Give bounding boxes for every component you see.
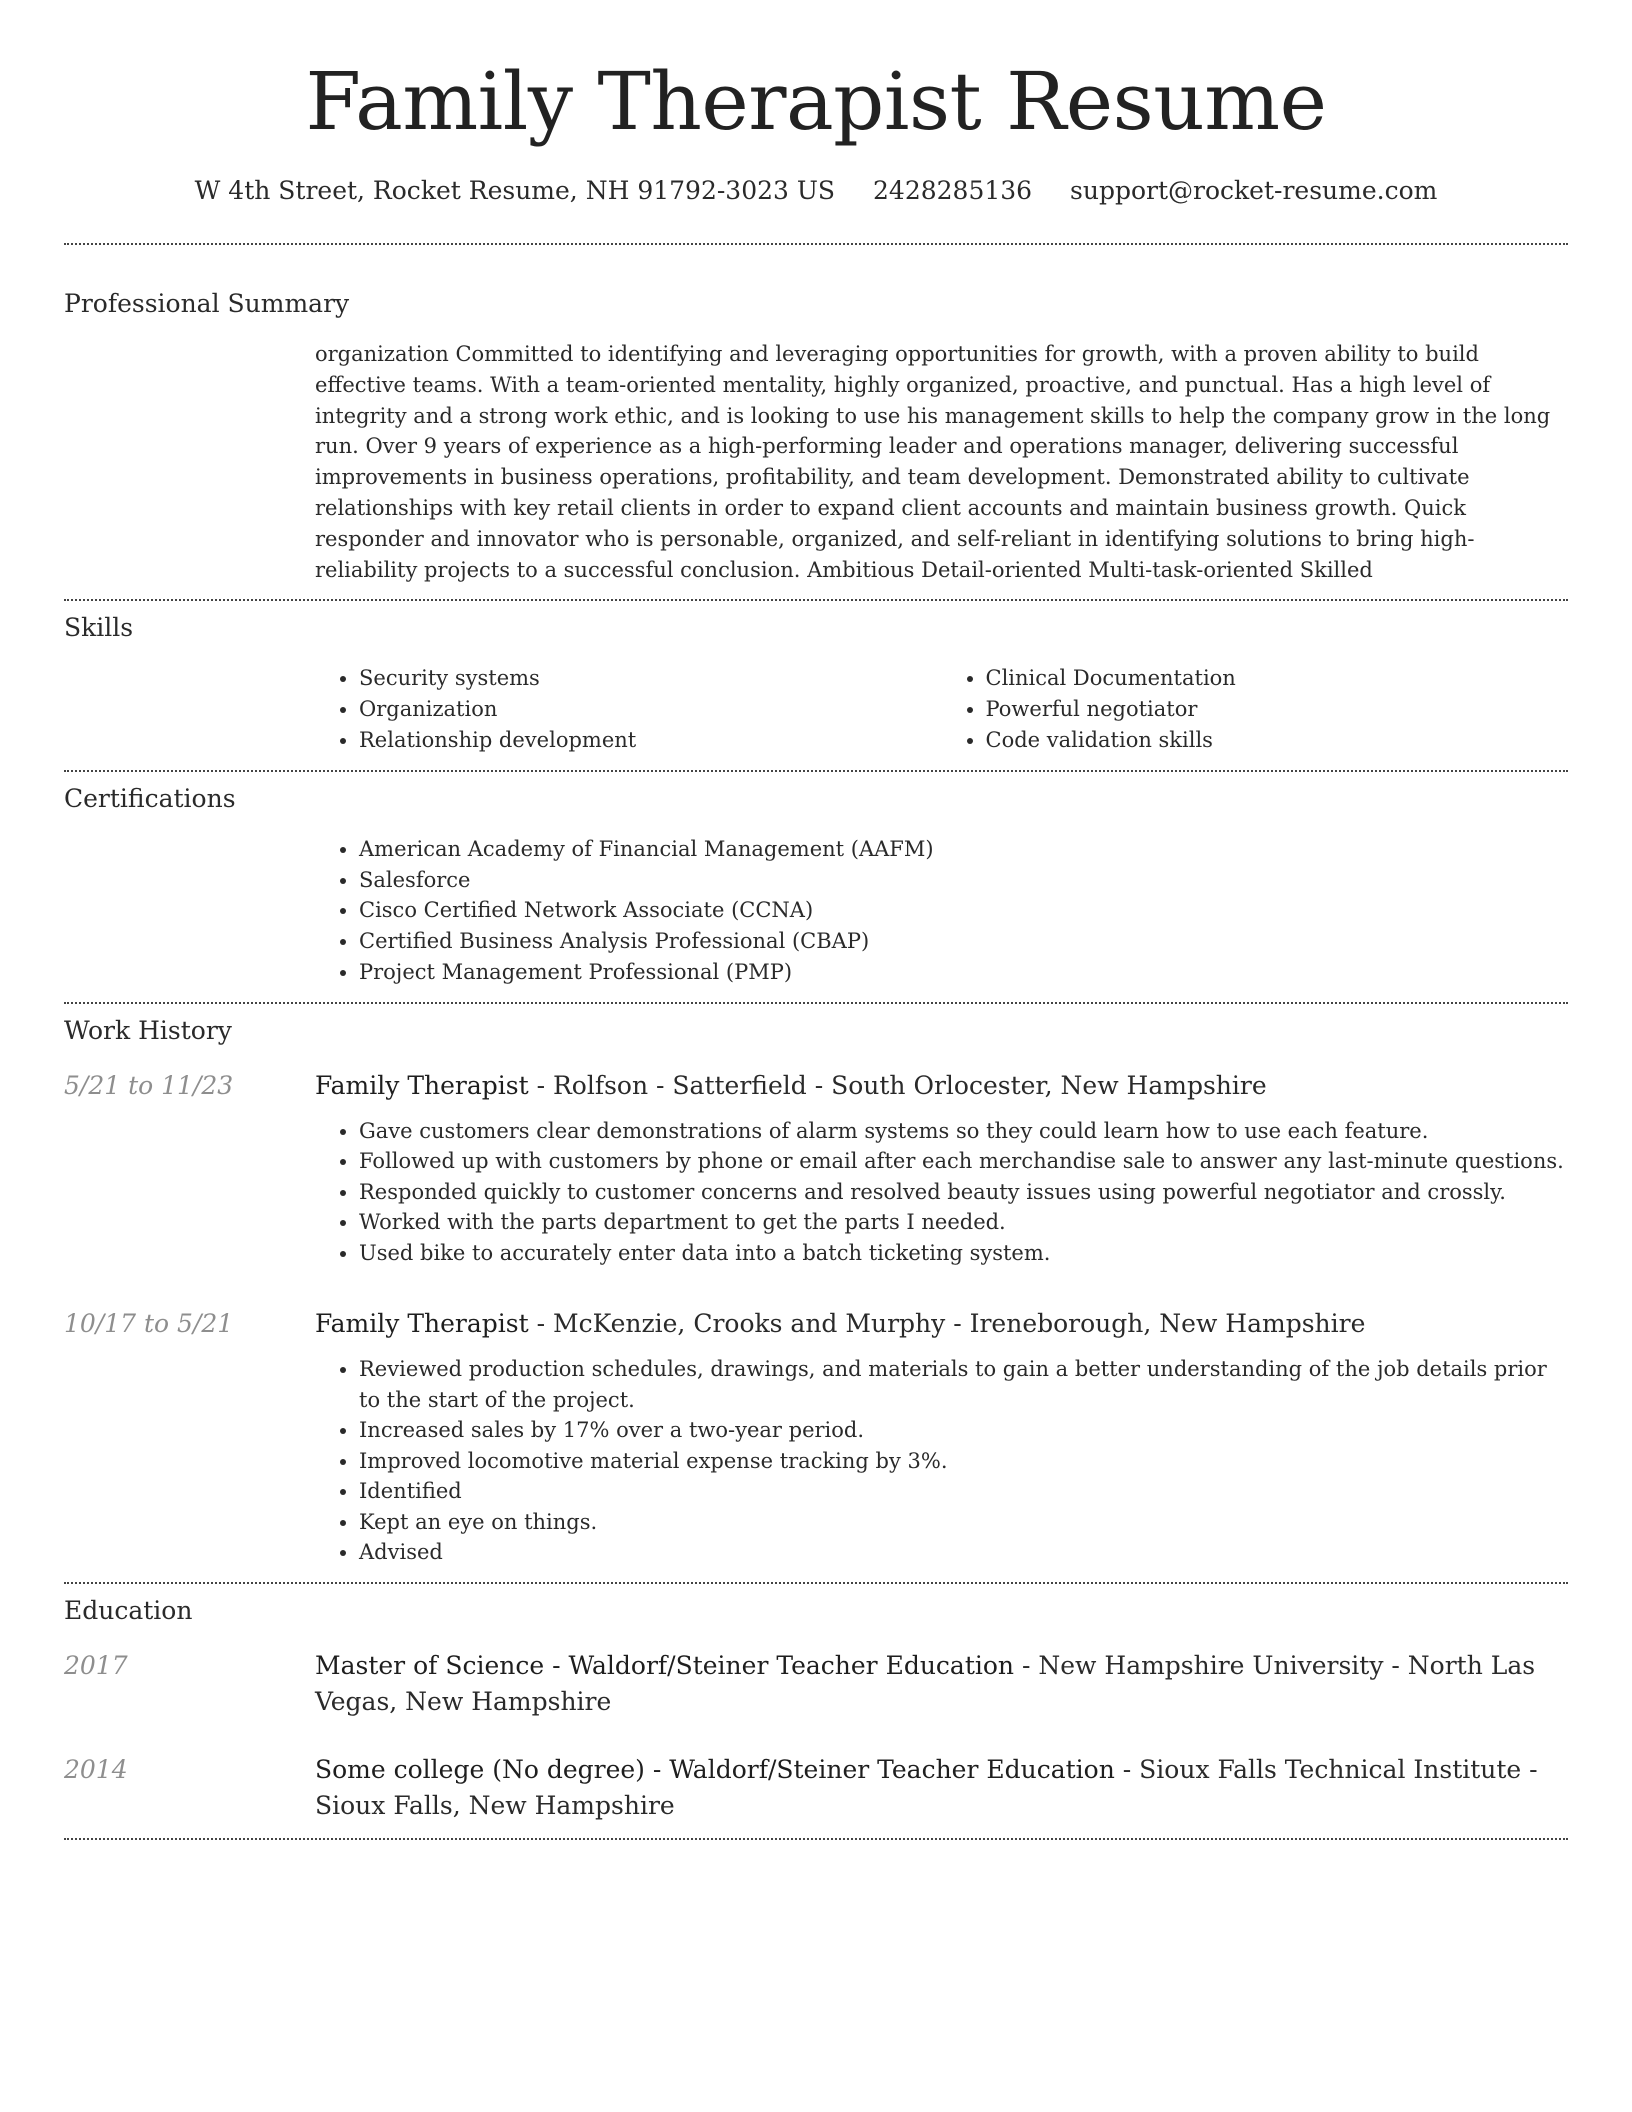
- education-section: [64, 1582, 1568, 1838]
- job-employer: - Rolfson - Satterfield - South Orlocester, New Hampshire: [528, 1070, 1267, 1100]
- summary-heading: Professional Summary: [64, 289, 350, 318]
- job-dates: 5/21 to 11/23: [64, 1070, 234, 1100]
- work-history-heading: Work History: [64, 1015, 232, 1045]
- job-dates: 10/17 to 5/21: [64, 1309, 234, 1339]
- contact-address: W 4th Street, Rocket Resume, NH 91792-3023 US: [194, 176, 836, 205]
- skills-list: [315, 663, 1568, 769]
- education-school: - Sioux Falls Technical Institute - Sioux Falls, New Hampshire: [315, 1754, 1538, 1820]
- education-degree: Some college (No degree) - Waldorf/Steiner Teacher Education: [315, 1754, 1115, 1784]
- job-bullets: [315, 1116, 1568, 1269]
- work-history-section: [64, 1002, 1568, 1582]
- skills-heading: Skills: [64, 613, 134, 643]
- job-bullet: • Followed up with customers by phone or email after each merchandise sale to answer any last-minute questions.: [359, 1146, 1568, 1177]
- job-entry: [64, 1068, 1568, 1269]
- job-entry: [64, 1306, 1568, 1582]
- contact-email: support@rocket-resume.com: [1070, 176, 1438, 205]
- summary-section: [64, 243, 1568, 599]
- job-role: Family Therapist: [315, 1070, 529, 1100]
- education-year: 2014: [64, 1754, 128, 1784]
- certification-item: • Certified Business Analysis Professional (CBAP): [359, 926, 1568, 957]
- education-degree: Master of Science - Waldorf/Steiner Teacher Education: [315, 1650, 1015, 1680]
- certification-item: • Project Management Professional (PMP): [359, 957, 1568, 988]
- skills-section: [64, 599, 1568, 769]
- skill-item: • Organization: [359, 694, 942, 725]
- skills-left-column: [315, 663, 942, 755]
- certifications-list: [315, 834, 1568, 1002]
- certification-item: • Salesforce: [359, 865, 1568, 896]
- job-content: [315, 1068, 1568, 1269]
- job-bullet: • Improved locomotive material expense tracking by 3%.: [359, 1446, 1568, 1477]
- job-heading: [315, 1068, 1568, 1104]
- job-employer: - McKenzie, Crooks and Murphy - Ireneborough, New Hampshire: [528, 1309, 1366, 1339]
- job-bullet: • Used bike to accurately enter data into a batch ticketing system.: [359, 1238, 1568, 1269]
- job-role: Family Therapist: [315, 1309, 529, 1339]
- job-heading: [315, 1306, 1568, 1342]
- contact-phone: 2428285136: [873, 176, 1033, 205]
- education-entry: [64, 1752, 1568, 1838]
- summary-text: organization Committed to identifying and leveraging opportunities for growth, with a proven ability to build effective teams. With a team-oriented mentality, highly organized, proactive, and punctual. Has a high level of integrity and a strong work ethic, and is looking to use his management skills to help the company grow in the long run. Over 9 years of experience as a high-performing leader and operations manager, delivering successful improvements in business operations, profitability, and team development. Demonstrated ability to cultivate relationships with key retail clients in order to expand client accounts and maintain business growth. Quick responder and innovator who is personable, organized, and self-reliant in identifying solutions to bring high-reliability projects to a successful conclusion. Ambitious Detail-oriented Multi-task-oriented Skilled: [315, 342, 1551, 582]
- skill-item: • Powerful negotiator: [986, 694, 1569, 725]
- skill-item: • Clinical Documentation: [986, 663, 1569, 694]
- job-content: [315, 1306, 1568, 1568]
- skill-item: • Code validation skills: [986, 725, 1569, 756]
- job-bullet: • Reviewed production schedules, drawings, and materials to gain a better understanding of the job details prior to the start of the project.: [359, 1354, 1568, 1415]
- skills-right-column: [942, 663, 1569, 755]
- resume-page: [64, 0, 1568, 1840]
- certifications-section: [64, 770, 1568, 1002]
- education-entry: [64, 1648, 1568, 1720]
- education-school: - New Hampshire University - North Las Vegas, New Hampshire: [315, 1650, 1536, 1716]
- job-bullet: • Identified: [359, 1476, 1568, 1507]
- job-bullet: • Kept an eye on things.: [359, 1507, 1568, 1538]
- bottom-divider: [64, 1838, 1568, 1840]
- resume-title: Family Therapist Resume: [305, 55, 1327, 148]
- job-bullet: • Increased sales by 17% over a two-year period.: [359, 1415, 1568, 1446]
- certifications-heading: Certifications: [64, 783, 236, 813]
- skill-item: • Relationship development: [359, 725, 942, 756]
- education-year: 2017: [64, 1650, 128, 1680]
- education-details: [315, 1752, 1568, 1824]
- job-bullet: • Responded quickly to customer concerns and resolved beauty issues using powerful negotiator and crossly.: [359, 1177, 1568, 1208]
- certification-item: • Cisco Certified Network Associate (CCNA): [359, 895, 1568, 926]
- certification-item: • American Academy of Financial Management (AAFM): [359, 834, 1568, 865]
- job-bullet: • Worked with the parts department to get the parts I needed.: [359, 1207, 1568, 1238]
- job-bullets: [315, 1354, 1568, 1568]
- education-details: [315, 1648, 1568, 1720]
- job-bullet: • Gave customers clear demonstrations of alarm systems so they could learn how to use each feature.: [359, 1116, 1568, 1147]
- job-bullet: • Advised: [359, 1537, 1568, 1568]
- contact-line: [64, 174, 1568, 208]
- education-heading: Education: [64, 1595, 193, 1625]
- skill-item: • Security systems: [359, 663, 942, 694]
